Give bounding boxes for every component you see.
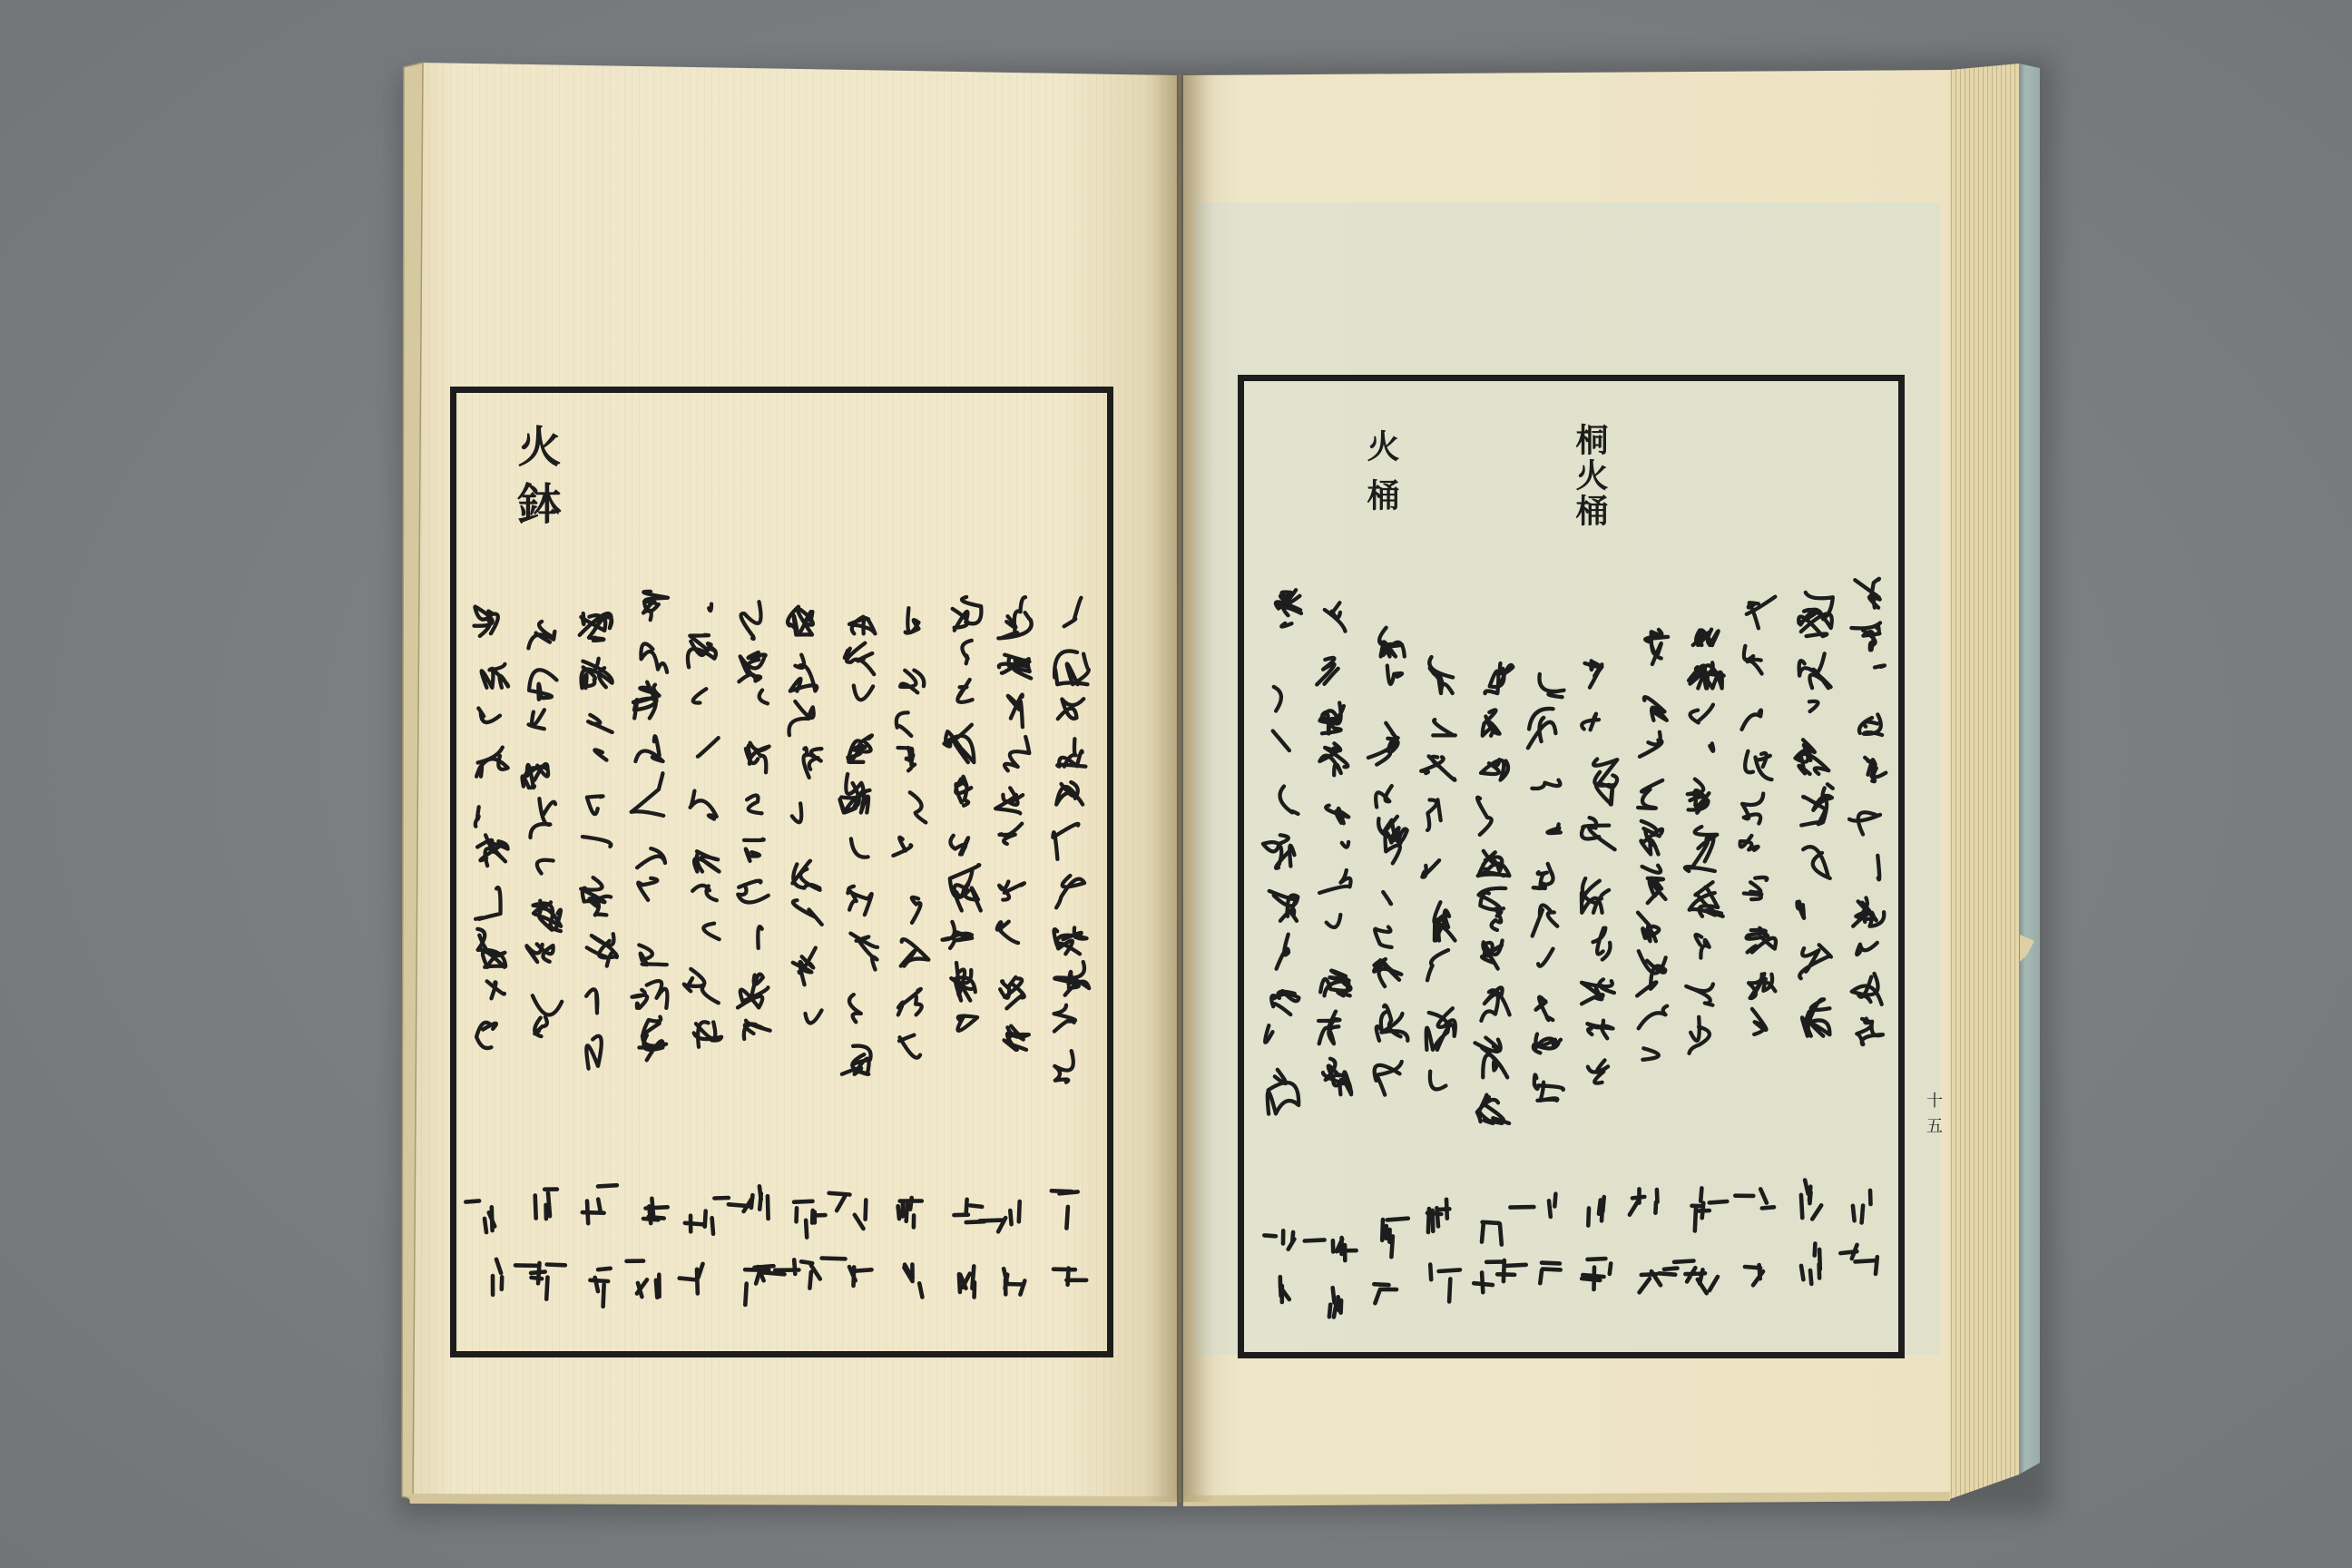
book-cover-edge — [2019, 64, 2040, 1475]
page-number: 十五 — [1924, 1092, 1943, 1142]
right-page-heading-main: 桐火桶 — [1571, 423, 1609, 529]
left-page-heading: 火鉢 — [510, 424, 561, 538]
page-stack-edges — [1950, 64, 2019, 1499]
right-page-heading-secondary: 火桶 — [1362, 429, 1400, 527]
